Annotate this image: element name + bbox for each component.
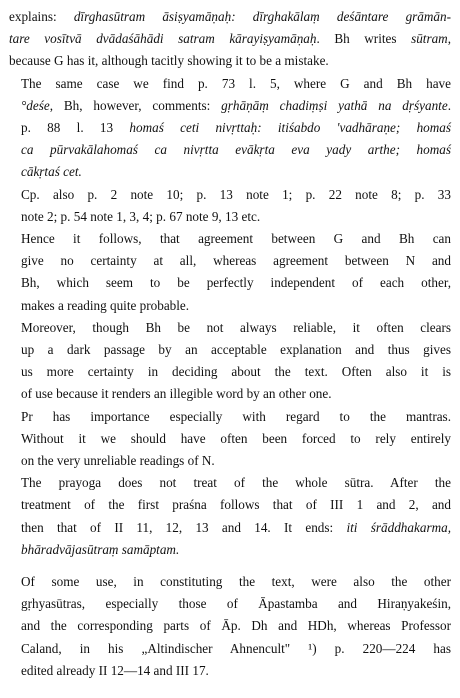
text-run: The same case we find p. 73 l. 5, where G and Bh have [21, 75, 451, 91]
text-run: Cp. also p. 2 note 10; p. 13 note 1; p. 22 note 8; p. 33 [21, 186, 451, 202]
paragraph [9, 472, 451, 561]
italic-text: ca pūrvakālahomaś ca nivṛtta evākṛta eva yady arthe; homaś [21, 142, 451, 158]
text-line [9, 250, 451, 272]
text-line [9, 428, 451, 450]
text-run: , Bh, however, comments: [49, 97, 222, 113]
paragraph [9, 6, 451, 73]
text-line [9, 615, 451, 637]
italic-text: gṛhāṇāṃ chadiṃṣi yathā na dṛśyante [221, 97, 448, 113]
text-line [9, 295, 451, 317]
italic-text: tare vosītvā dvādaśāhādi satram kārayiṣyamāṇaḥ [9, 31, 317, 47]
italic-text: bhāradvājasūtraṃ samāptam. [21, 541, 180, 557]
text-run: edited already II 12—14 and III 17. [21, 662, 209, 678]
italic-text: °deśe [21, 97, 50, 113]
text-line [9, 638, 451, 660]
text-line [9, 50, 451, 72]
text-line [9, 317, 451, 339]
text-line [9, 95, 451, 117]
text-run: Pr has importance especially with regard to the mantras. [21, 408, 451, 424]
text-line [9, 660, 451, 682]
text-run: Without it we should have often been forced to rely entirely [21, 430, 451, 446]
text-line [9, 593, 451, 615]
text-run: explains: [9, 9, 74, 24]
text-line [9, 339, 451, 361]
text-run: Hence it follows, that agreement between G and Bh can [21, 231, 451, 247]
text-run: then that of II 11, 12, 13 and 14. It ends: [21, 519, 347, 535]
text-line [9, 383, 451, 405]
text-line [9, 161, 451, 183]
text-line [9, 472, 451, 494]
text-run: p. 88 l. 13 [21, 120, 130, 136]
italic-text: dīrghasūtram āsiṣyamāṇaḥ: dīrghakālaṃ deśāntare grāmān- [73, 9, 451, 24]
text-line [9, 517, 451, 539]
paragraph [9, 184, 451, 228]
text-line [9, 117, 451, 139]
paragraph [9, 73, 451, 184]
text-run: us more certainty in deciding about the text. Often also it is [21, 364, 451, 380]
text-line [9, 184, 451, 206]
text-run: note 2; p. 54 note 1, 3, 4; p. 67 note 9, 13 etc. [21, 208, 261, 224]
text-run: treatment of the first praśna follows that of III 1 and 2, and [21, 497, 451, 513]
text-run: , [447, 31, 451, 47]
text-run: . [447, 97, 451, 113]
text-line [9, 206, 451, 228]
text-line [9, 494, 451, 516]
italic-text: iti śrāddhakarma, [346, 519, 451, 535]
paragraph [9, 406, 451, 473]
italic-text: cākṛtaś cet. [21, 164, 82, 180]
text-run: The prayoga does not treat of the whole sūtra. After the [21, 475, 451, 491]
italic-text: sūtram [411, 31, 448, 47]
text-line [9, 571, 451, 593]
text-line [9, 406, 451, 428]
text-run: makes a reading quite probable. [21, 297, 190, 313]
text-run: give no certainty at all, whereas agreement between N and [21, 253, 451, 269]
paragraph [9, 228, 451, 317]
text-line [9, 361, 451, 383]
text-run: Of some use, in constituting the text, were also the other [21, 574, 451, 590]
paragraph [9, 571, 451, 682]
text-line [9, 73, 451, 95]
text-run: of use because it renders an illegible word by an other one. [21, 386, 332, 402]
text-line [9, 228, 451, 250]
text-line [9, 28, 451, 50]
text-line [9, 139, 451, 161]
text-run: gṛhyasūtras, especially those of Āpastamba and Hiraṇyakeśin, [21, 596, 451, 612]
text-line [9, 6, 451, 28]
text-run: up a dark passage by an acceptable explanation and thus gives [21, 342, 451, 358]
text-run: because G has it, although tacitly showing it to be a mistake. [9, 53, 329, 69]
text-run: Caland, in his „Altindischer Ahnencult" ¹) p. 220—224 has [21, 640, 451, 656]
paragraph [9, 317, 451, 406]
text-run: . Bh writes [316, 31, 412, 47]
text-line [9, 450, 451, 472]
text-run: Bh, which seem to be perfectly independent of each other, [21, 275, 451, 291]
text-run: on the very unreliable readings of N. [21, 453, 215, 469]
text-line [9, 539, 451, 561]
italic-text: homaś ceti nivṛttaḥ: itiśabdo 'vadhāraṇe; homaś [129, 120, 452, 136]
text-line [9, 272, 451, 294]
body-text [9, 6, 451, 682]
text-run: Moreover, though Bh be not always reliable, it often clears [21, 319, 451, 335]
text-run: and the corresponding parts of Āp. Dh and HDh, whereas Professor [21, 618, 451, 634]
